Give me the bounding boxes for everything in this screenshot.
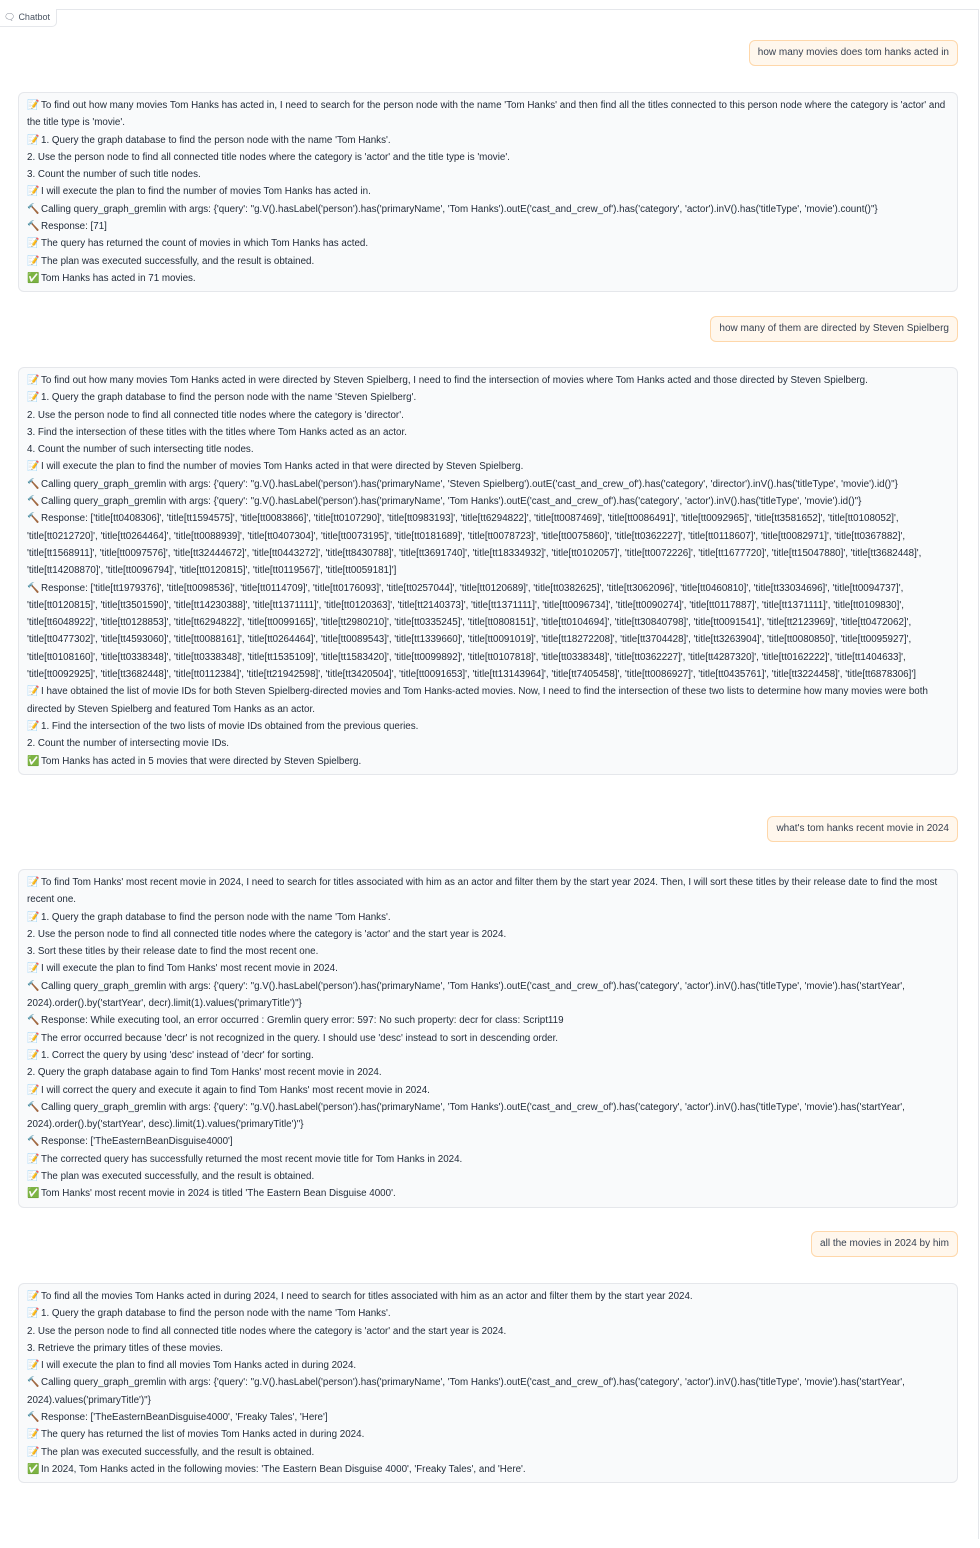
bot-message bbox=[18, 367, 958, 775]
bot-message-line bbox=[27, 458, 949, 475]
bot-message-line bbox=[27, 1461, 949, 1478]
bot-message-text: 3. Retrieve the primary titles of these movies. bbox=[27, 1342, 224, 1354]
hammer-icon: 🔨 bbox=[27, 1015, 40, 1027]
bot-message-line bbox=[27, 424, 949, 441]
memo-icon: 📝 bbox=[27, 375, 40, 386]
user-message: all the movies in 2024 by him bbox=[811, 1231, 958, 1257]
bot-message-text: Response: [71] bbox=[41, 221, 107, 233]
bot-message-line bbox=[27, 753, 949, 770]
memo-icon: 📝 bbox=[27, 100, 40, 111]
memo-icon: 📝 bbox=[27, 1171, 40, 1183]
hammer-icon: 🔨 bbox=[27, 496, 40, 508]
bot-message-line bbox=[27, 183, 949, 200]
bot-message-text: Tom Hanks has acted in 71 movies. bbox=[41, 272, 196, 284]
bot-message-line bbox=[27, 149, 949, 166]
hammer-icon: 🔨 bbox=[27, 582, 40, 594]
bot-message-line bbox=[27, 1030, 949, 1047]
bot-message-text: I will correct the query and execute it again to find Tom Hanks' most recent movie in 2024. bbox=[41, 1084, 430, 1096]
bot-message-text: To find all the movies Tom Hanks acted in during 2024, I need to search for titles associated with him as an actor and filter them by the start year 2024. bbox=[41, 1291, 693, 1302]
bot-message-line bbox=[27, 1133, 949, 1150]
bot-message-text: 2. Use the person node to find all connected title nodes where the category is 'actor' and the title type is 'movie'. bbox=[27, 151, 510, 163]
bot-message-text: I will execute the plan to find all movies Tom Hanks acted in during 2024. bbox=[41, 1360, 357, 1372]
check-icon: ✅ bbox=[27, 1463, 40, 1475]
bot-message-line bbox=[27, 1082, 949, 1099]
bot-message-text: Tom Hanks' most recent movie in 2024 is titled 'The Eastern Bean Disguise 4000'. bbox=[41, 1188, 396, 1200]
bot-message-line bbox=[27, 166, 949, 183]
memo-icon: 📝 bbox=[27, 1049, 40, 1061]
bot-message bbox=[18, 869, 958, 1208]
check-icon: ✅ bbox=[27, 1188, 40, 1200]
memo-icon: 📝 bbox=[27, 686, 40, 698]
memo-icon: 📝 bbox=[27, 255, 40, 267]
bot-message-text: I will execute the plan to find Tom Hanks' most recent movie in 2024. bbox=[41, 963, 338, 975]
bot-message-line bbox=[27, 1099, 949, 1134]
bot-message-line bbox=[27, 943, 949, 960]
bot-message bbox=[18, 1283, 958, 1483]
bot-message-text: I will execute the plan to find the number of movies Tom Hanks has acted in. bbox=[41, 186, 371, 198]
bot-message-line bbox=[27, 476, 949, 493]
bot-message-text: 1. Query the graph database to find the person node with the name 'Tom Hanks'. bbox=[41, 1308, 391, 1320]
bot-message-text: 2. Use the person node to find all connected title nodes where the category is 'actor' and the start year is 2024. bbox=[27, 1325, 507, 1337]
bot-message-text: 3. Find the intersection of these titles with the titles where Tom Hanks acted as an actor. bbox=[27, 426, 407, 438]
bot-message-line bbox=[27, 580, 949, 684]
bot-message-text: 1. Query the graph database to find the person node with the name 'Tom Hanks'. bbox=[41, 911, 391, 923]
hammer-icon: 🔨 bbox=[27, 1136, 40, 1148]
user-message: what's tom hanks recent movie in 2024 bbox=[767, 816, 958, 842]
bot-message-line bbox=[27, 235, 949, 252]
memo-icon: 📝 bbox=[27, 1153, 40, 1165]
bot-message-text: 2. Use the person node to find all connected title nodes where the category is 'director'. bbox=[27, 409, 404, 421]
bot-message-line bbox=[27, 909, 949, 926]
hammer-icon: 🔨 bbox=[27, 980, 40, 992]
bot-message-text: Response: While executing tool, an error occurred : Gremlin query error: 597: No such property: decr for class: Script119 bbox=[41, 1015, 564, 1027]
bot-message-text: Response: ['TheEasternBeanDisguise4000'] bbox=[41, 1136, 233, 1148]
bot-message-line bbox=[27, 493, 949, 510]
bot-message-text: To find Tom Hanks' most recent movie in 2024, I need to search for titles associated with him as an actor and filter them by the start year 2024. Then, I will sort these titles by their release date to find the most recent one. bbox=[27, 877, 938, 906]
bot-message-text: The plan was executed successfully, and the result is obtained. bbox=[41, 255, 315, 267]
bot-message-text: 1. Query the graph database to find the person node with the name 'Tom Hanks'. bbox=[41, 134, 391, 146]
memo-icon: 📝 bbox=[27, 1291, 40, 1302]
memo-icon: 📝 bbox=[27, 238, 40, 250]
bot-message-line bbox=[27, 1151, 949, 1168]
bot-message-text: To find out how many movies Tom Hanks has acted in, I need to search for the person node with the name 'Tom Hanks' and then find all the titles connected to this person node where the category is 'actor' and the title type is 'movie'. bbox=[27, 100, 946, 129]
bot-message-text: The error occurred because 'decr' is not recognized in the query. I should use 'desc' instead to sort in descending order. bbox=[41, 1032, 559, 1044]
memo-icon: 📝 bbox=[27, 134, 40, 146]
memo-icon: 📝 bbox=[27, 877, 40, 888]
chatbot-label-text: Chatbot bbox=[18, 12, 50, 22]
memo-icon: 📝 bbox=[27, 1032, 40, 1044]
bot-message-text: In 2024, Tom Hanks acted in the following movies: 'The Eastern Bean Disguise 4000', 'Freaky Tales', and 'Here'. bbox=[41, 1463, 526, 1475]
bot-message-text: I will execute the plan to find the number of movies Tom Hanks acted in that were directed by Steven Spielberg. bbox=[41, 461, 524, 473]
bot-message-text: 3. Count the number of such title nodes. bbox=[27, 169, 201, 181]
memo-icon: 📝 bbox=[27, 392, 40, 404]
hammer-icon: 🔨 bbox=[27, 1377, 40, 1389]
bot-message-line bbox=[27, 1426, 949, 1443]
bot-message-text: 1. Correct the query by using 'desc' instead of 'decr' for sorting. bbox=[41, 1049, 314, 1061]
bot-message-line bbox=[27, 735, 949, 752]
bot-message-text: Calling query_graph_gremlin with args: {'query': "g.V().hasLabel('person').has('primaryName', 'Tom Hanks').outE('cast_and_crew_of').has('category', 'actor').inV().has('titleType', 'movie').has('startYear', 2024).order().by('startYear', decr).limit(1).values('primaryTitle')"} bbox=[27, 980, 905, 1010]
bot-message-text: 1. Find the intersection of the two lists of movie IDs obtained from the previous queries. bbox=[41, 720, 419, 732]
chatbot-label bbox=[0, 9, 57, 27]
bot-message-line bbox=[27, 1185, 949, 1202]
bot-message-line bbox=[27, 201, 949, 218]
bot-message-text: 1. Query the graph database to find the person node with the name 'Steven Spielberg'. bbox=[41, 392, 417, 404]
bot-message-line bbox=[27, 683, 949, 718]
hammer-icon: 🔨 bbox=[27, 478, 40, 490]
bot-message-text: The query has returned the list of movies Tom Hanks acted in during 2024. bbox=[41, 1429, 365, 1441]
bot-message-line bbox=[27, 1064, 949, 1081]
bot-message-text: Calling query_graph_gremlin with args: {'query': "g.V().hasLabel('person').has('primaryName', 'Steven Spielberg').outE('cast_and_crew_of').has('category', 'director').inV().has('titleType', 'movie').id()"} bbox=[41, 478, 898, 490]
bot-message-text: To find out how many movies Tom Hanks acted in were directed by Steven Spielberg, I need to find the intersection of movies where Tom Hanks acted and those directed by Steven Spielberg. bbox=[41, 375, 868, 386]
bot-message-text: I have obtained the list of movie IDs for both Steven Spielberg-directed movies and Tom Hanks-acted movies. Now, I need to find the intersection of these two lists to determine how many movies were both directed by Steven Spielberg and featured Tom Hanks as an actor. bbox=[27, 686, 928, 715]
hammer-icon: 🔨 bbox=[27, 221, 40, 233]
bot-message-line bbox=[27, 441, 949, 458]
bot-message-line bbox=[27, 407, 949, 424]
bot-message-text: The corrected query has successfully returned the most recent movie title for Tom Hanks in 2024. bbox=[41, 1153, 463, 1165]
bot-message-line bbox=[27, 253, 949, 270]
bot-message-line bbox=[27, 389, 949, 406]
check-icon: ✅ bbox=[27, 755, 40, 767]
bot-message-line bbox=[27, 960, 949, 977]
bot-message-line bbox=[27, 1168, 949, 1185]
bot-message-text: Tom Hanks has acted in 5 movies that were directed by Steven Spielberg. bbox=[41, 755, 362, 767]
bot-message-line bbox=[27, 874, 949, 909]
bot-message-line bbox=[27, 1288, 949, 1305]
bot-message-text: Calling query_graph_gremlin with args: {'query': "g.V().hasLabel('person').has('primaryName', 'Tom Hanks').outE('cast_and_crew_of').has('category', 'actor').inV().has('titleType', 'movie').count()"} bbox=[41, 203, 878, 215]
memo-icon: 📝 bbox=[27, 1084, 40, 1096]
bot-message-text: The plan was executed successfully, and the result is obtained. bbox=[41, 1171, 315, 1183]
user-message: how many of them are directed by Steven Spielberg bbox=[710, 316, 958, 342]
bot-message-text: Response: ['title[tt1979376]', 'title[tt0098536]', 'title[tt0114709]', 'title[tt0176093]', 'title[tt0257044]', 'title[tt0120689]', 'title[tt0382625]', 'title[tt3062096]', 'title[tt0460810]', 'title[tt33034696]', 'title[tt0094737]', 'title[tt0120815]', 'title[tt3501590]', 'title[tt14230388]', 'title[tt1371111]', 'title[tt0120363]', 'title[tt2140373]', 'title[tt1371111]', 'title[tt0096734]', 'title[tt0090274]', 'title[tt0117887]', 'title[tt1371111]', 'title[tt0109830]', 'title[tt6048922]', 'title[tt0128853]', 'title[tt6294822]', 'title[tt0099165]', 'title[tt2980210]', 'title[tt0335245]', 'title[tt0808151]', 'title[tt0104694]', 'title[tt30840798]', 'title[tt0091541]', 'title[tt2123969]', 'title[tt0472062]', 'title[tt0477302]', 'title[tt4593060]', 'title[tt0088161]', 'title[tt0264464]', 'title[tt0089543]', 'title[tt1339660]', 'title[tt0091019]', 'title[tt18272208]', 'title[tt3704428]', 'title[tt3263904]', 'title[tt0080850]', 'title[tt0095927]', 'title[tt0108160]', 'title[tt0338348]', 'title[tt0338348]', 'title[tt1535109]', 'title[tt1583420]', 'title[tt0099892]', 'title[tt0107818]', 'title[tt0338348]', 'title[tt0362227]', 'title[tt4287320]', 'title[tt0162222]', 'title[tt1404633]', 'title[tt0092925]', 'title[tt3682448]', 'title[tt0112384]', 'title[tt21942598]', 'title[tt3420504]', 'title[tt0091653]', 'title[tt13143964]', 'title[tt7405458]', 'title[tt0086927]', 'title[tt0435761]', 'title[tt3224458]', 'title[tt6878306]'] bbox=[27, 582, 916, 681]
bot-message-text: The query has returned the count of movies in which Tom Hanks has acted. bbox=[41, 238, 369, 250]
bot-message-text: Calling query_graph_gremlin with args: {'query': "g.V().hasLabel('person').has('primaryName', 'Tom Hanks').outE('cast_and_crew_of').has('category', 'actor').inV().has('titleType', 'movie').has('startYear', 2024).values('primaryTitle')"} bbox=[27, 1377, 905, 1406]
memo-icon: 📝 bbox=[27, 1429, 40, 1441]
bot-message-text: 4. Count the number of such intersecting title nodes. bbox=[27, 444, 254, 456]
bot-message-text: 2. Use the person node to find all connected title nodes where the category is 'actor' and the start year is 2024. bbox=[27, 928, 507, 940]
bot-message-line bbox=[27, 718, 949, 735]
bot-message-line bbox=[27, 978, 949, 1013]
bot-message-text: Response: ['title[tt0408306]', 'title[tt1594575]', 'title[tt0083866]', 'title[tt0107290]', 'title[tt0983193]', 'title[tt6294822]', 'title[tt0087469]', 'title[tt0086491]', 'title[tt0092965]', 'title[tt3581652]', 'title[tt0108052]', 'title[tt0212720]', 'title[tt0264464]', 'title[tt0088939]', 'title[tt0407304]', 'title[tt0073195]', 'title[tt0181689]', 'title[tt0078723]', 'title[tt0075860]', 'title[tt0362227]', 'title[tt0118607]', 'title[tt0082971]', 'title[tt0367882]', 'title[tt1568911]', 'title[tt0097576]', 'title[tt32444672]', 'title[tt0443272]', 'title[tt8430788]', 'title[tt3691740]', 'title[tt18334932]', 'title[tt0102057]', 'title[tt0072226]', 'title[tt1677720]', 'title[tt15047880]', 'title[tt3682448]', 'title[tt14208870]', 'title[tt0096794]', 'title[tt0120815]', 'title[tt0119567]', 'title[tt0059181]'] bbox=[27, 513, 922, 577]
bot-message bbox=[18, 92, 958, 292]
bot-message-line bbox=[27, 1305, 949, 1322]
bot-message-text: 3. Sort these titles by their release date to find the most recent one. bbox=[27, 946, 319, 958]
bot-message-text: 2. Query the graph database again to find Tom Hanks' most recent movie in 2024. bbox=[27, 1067, 382, 1079]
hammer-icon: 🔨 bbox=[27, 513, 40, 525]
bot-message-line bbox=[27, 270, 949, 287]
bot-message-line bbox=[27, 1340, 949, 1357]
bot-message-line bbox=[27, 1323, 949, 1340]
memo-icon: 📝 bbox=[27, 1360, 40, 1372]
memo-icon: 📝 bbox=[27, 1446, 40, 1458]
bot-message-text: Calling query_graph_gremlin with args: {'query': "g.V().hasLabel('person').has('primaryName', 'Tom Hanks').outE('cast_and_crew_of').has('category', 'actor').inV().has('titleType', 'movie').id()"} bbox=[41, 496, 862, 508]
bot-message-line bbox=[27, 1357, 949, 1374]
bot-message-line bbox=[27, 926, 949, 943]
bot-message-line bbox=[27, 1374, 949, 1409]
bot-message-line bbox=[27, 218, 949, 235]
bot-message-text: Calling query_graph_gremlin with args: {'query': "g.V().hasLabel('person').has('primaryName', 'Tom Hanks').outE('cast_and_crew_of').has('category', 'actor').inV().has('titleType', 'movie').has('startYear', 2024).order().by('startYear', desc).limit(1).values('primaryTitle')"} bbox=[27, 1101, 905, 1131]
memo-icon: 📝 bbox=[27, 1308, 40, 1320]
bot-message-line bbox=[27, 132, 949, 149]
bot-message-text: Response: ['TheEasternBeanDisguise4000', 'Freaky Tales', 'Here'] bbox=[41, 1412, 328, 1424]
bot-message-line bbox=[27, 1047, 949, 1064]
bot-message-line bbox=[27, 97, 949, 132]
user-message: how many movies does tom hanks acted in bbox=[749, 40, 958, 66]
bot-message-text: 2. Count the number of intersecting movie IDs. bbox=[27, 738, 230, 750]
memo-icon: 📝 bbox=[27, 963, 40, 975]
hammer-icon: 🔨 bbox=[27, 1412, 40, 1424]
chat-bubble-icon: 🗨 bbox=[4, 12, 16, 22]
bot-message-line bbox=[27, 1444, 949, 1461]
memo-icon: 📝 bbox=[27, 461, 40, 473]
memo-icon: 📝 bbox=[27, 911, 40, 923]
bot-message-line bbox=[27, 1012, 949, 1029]
memo-icon: 📝 bbox=[27, 720, 40, 732]
bot-message-line bbox=[27, 372, 949, 389]
bot-message-text: The plan was executed successfully, and the result is obtained. bbox=[41, 1446, 315, 1458]
hammer-icon: 🔨 bbox=[27, 1101, 40, 1113]
bot-message-line bbox=[27, 510, 949, 579]
bot-message-line bbox=[27, 1409, 949, 1426]
memo-icon: 📝 bbox=[27, 186, 40, 198]
hammer-icon: 🔨 bbox=[27, 203, 40, 215]
check-icon: ✅ bbox=[27, 272, 40, 284]
